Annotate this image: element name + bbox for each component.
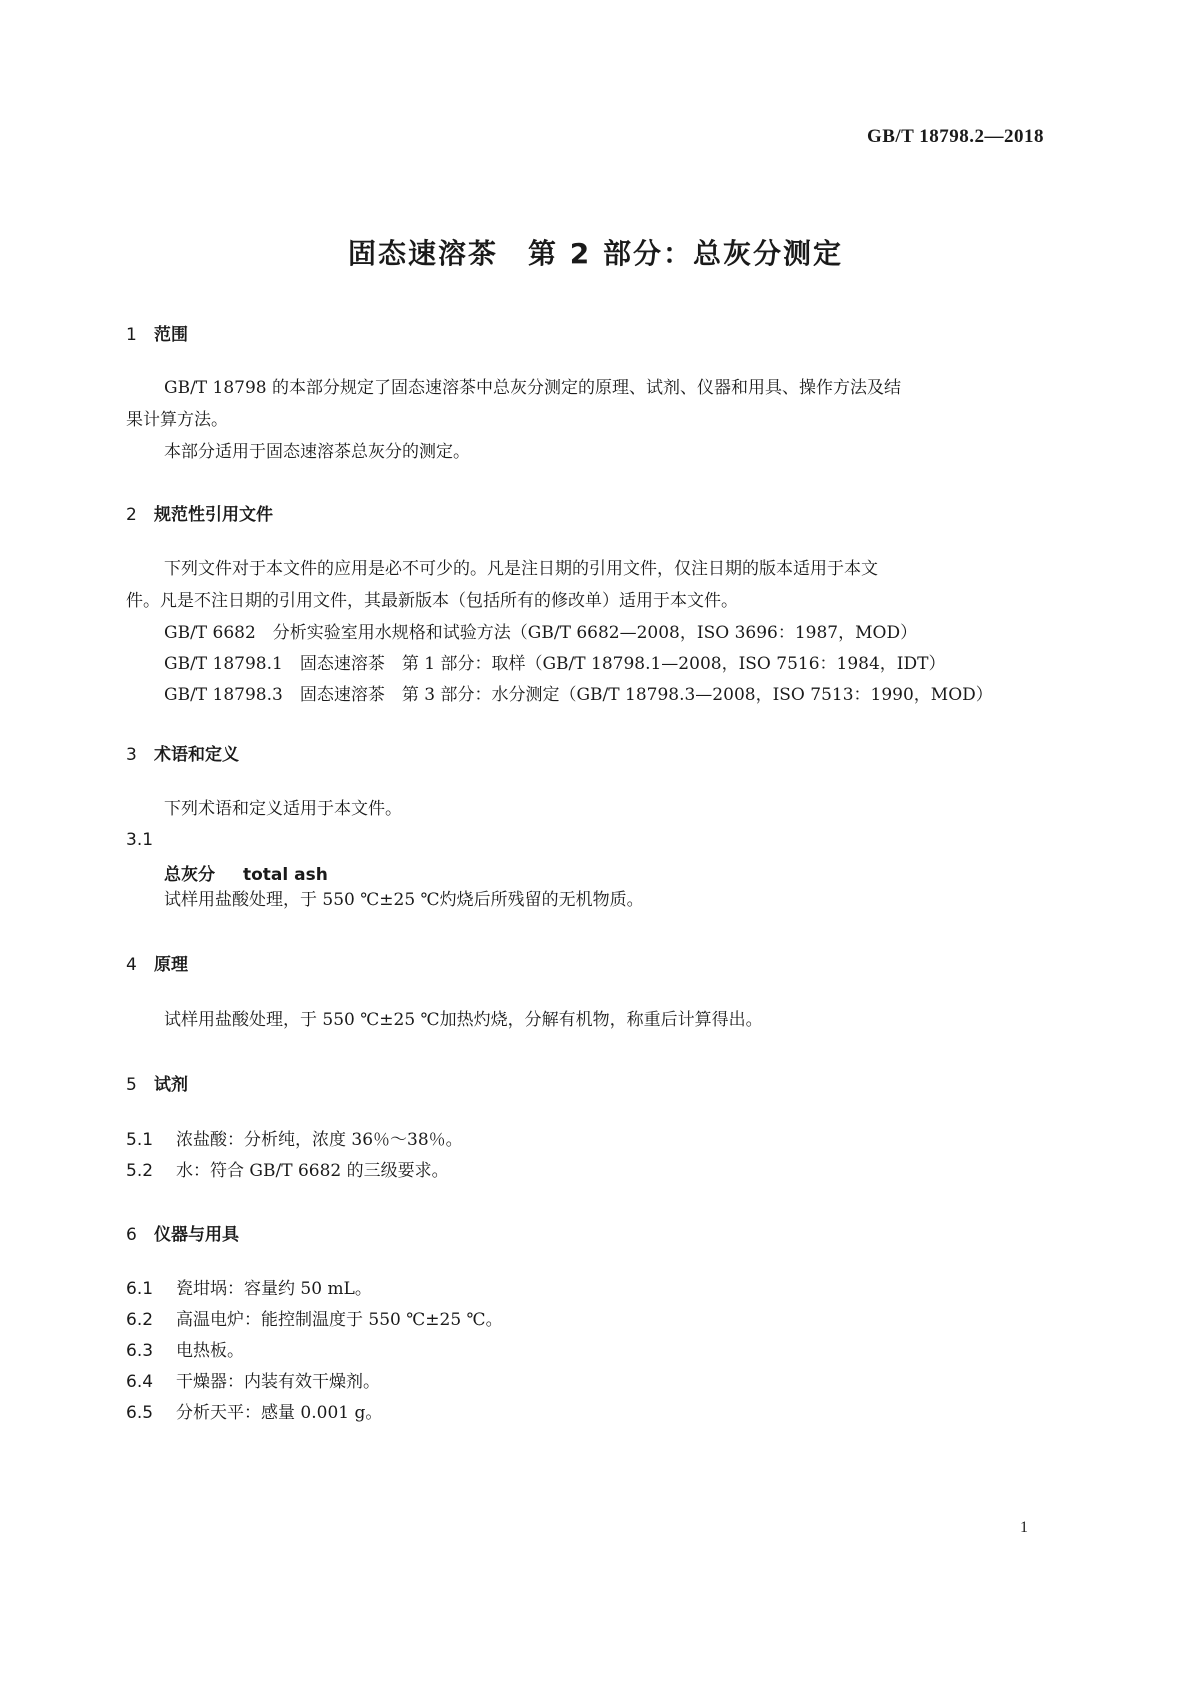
item-text: 浓盐酸：分析纯，浓度 36％～38％。 <box>176 1130 463 1150</box>
term-entry <box>164 860 328 885</box>
section-3-heading <box>126 740 239 765</box>
list-item <box>126 1366 380 1398</box>
section-title: 术语和定义 <box>154 745 239 765</box>
section-title: 范围 <box>154 325 188 345</box>
paragraph: 下列术语和定义适用于本文件。 <box>164 799 402 819</box>
list-item <box>126 1304 503 1336</box>
item-text: 瓷坩埚：容量约 50 mL。 <box>176 1279 372 1299</box>
section-number: 4 <box>126 955 137 975</box>
section-6-heading <box>126 1220 239 1245</box>
section-number: 6 <box>126 1225 137 1245</box>
section-4-heading <box>126 950 188 975</box>
section-number: 1 <box>126 325 137 345</box>
item-text: 干燥器：内装有效干燥剂。 <box>176 1372 380 1392</box>
clause-number: 6.3 <box>126 1341 154 1361</box>
term-chinese: 总灰分 <box>164 865 215 885</box>
section-1-heading <box>126 320 188 345</box>
list-item <box>126 1124 463 1156</box>
section-2-heading <box>126 500 273 525</box>
term-definition: 试样用盐酸处理，于 550 ℃±25 ℃灼烧后所残留的无机物质。 <box>164 890 644 910</box>
item-text: 水：符合 GB/T 6682 的三级要求。 <box>176 1161 449 1181</box>
section-title: 规范性引用文件 <box>154 505 273 525</box>
clause-number: 6.1 <box>126 1279 154 1299</box>
paragraph: 件。凡是不注日期的引用文件，其最新版本（包括所有的修改单）适用于本文件。 <box>126 591 738 611</box>
paragraph: 下列文件对于本文件的应用是必不可少的。凡是注日期的引用文件，仅注日期的版本适用于本文 <box>164 559 878 579</box>
clause-number: 6.2 <box>126 1310 154 1330</box>
list-item <box>126 1155 449 1187</box>
document-title: 固态速溶茶 第 2 部分：总灰分测定 <box>348 237 843 270</box>
section-title: 试剂 <box>154 1075 188 1095</box>
item-text: 分析天平：感量 0.001 g。 <box>176 1403 383 1423</box>
paragraph: 试样用盐酸处理，于 550 ℃±25 ℃加热灼烧，分解有机物，称重后计算得出。 <box>164 1010 763 1030</box>
normative-reference: GB/T 6682 分析实验室用水规格和试验方法（GB/T 6682—2008，ISO 3696：1987，MOD） <box>164 623 918 643</box>
paragraph: GB/T 18798 的本部分规定了固态速溶茶中总灰分测定的原理、试剂、仪器和用具、操作方法及结 <box>164 378 902 398</box>
item-text: 电热板。 <box>176 1341 244 1361</box>
clause-number: 3.1 <box>126 830 154 850</box>
section-number: 2 <box>126 505 137 525</box>
clause-number: 5.2 <box>126 1161 154 1181</box>
section-number: 3 <box>126 745 137 765</box>
list-item <box>126 1273 372 1305</box>
normative-reference: GB/T 18798.1 固态速溶茶 第 1 部分：取样（GB/T 18798.1—2008，ISO 7516：1984，IDT） <box>164 654 946 674</box>
section-5-heading <box>126 1070 188 1095</box>
list-item <box>126 1335 244 1367</box>
item-text: 高温电炉：能控制温度于 550 ℃±25 ℃。 <box>176 1310 503 1330</box>
term-english: total ash <box>243 865 328 885</box>
standard-code: GB/T 18798.2—2018 <box>866 126 1044 147</box>
paragraph: 本部分适用于固态速溶茶总灰分的测定。 <box>164 442 470 462</box>
section-title: 原理 <box>154 955 188 975</box>
normative-reference: GB/T 18798.3 固态速溶茶 第 3 部分：水分测定（GB/T 18798.3—2008，ISO 7513：1990，MOD） <box>164 685 993 705</box>
section-number: 5 <box>126 1075 137 1095</box>
clause-number: 6.4 <box>126 1372 154 1392</box>
page-number: 1 <box>1020 1519 1028 1536</box>
clause-number: 5.1 <box>126 1130 154 1150</box>
section-title: 仪器与用具 <box>154 1225 239 1245</box>
clause-number: 6.5 <box>126 1403 154 1423</box>
list-item <box>126 1397 382 1429</box>
paragraph: 果计算方法。 <box>126 410 228 430</box>
